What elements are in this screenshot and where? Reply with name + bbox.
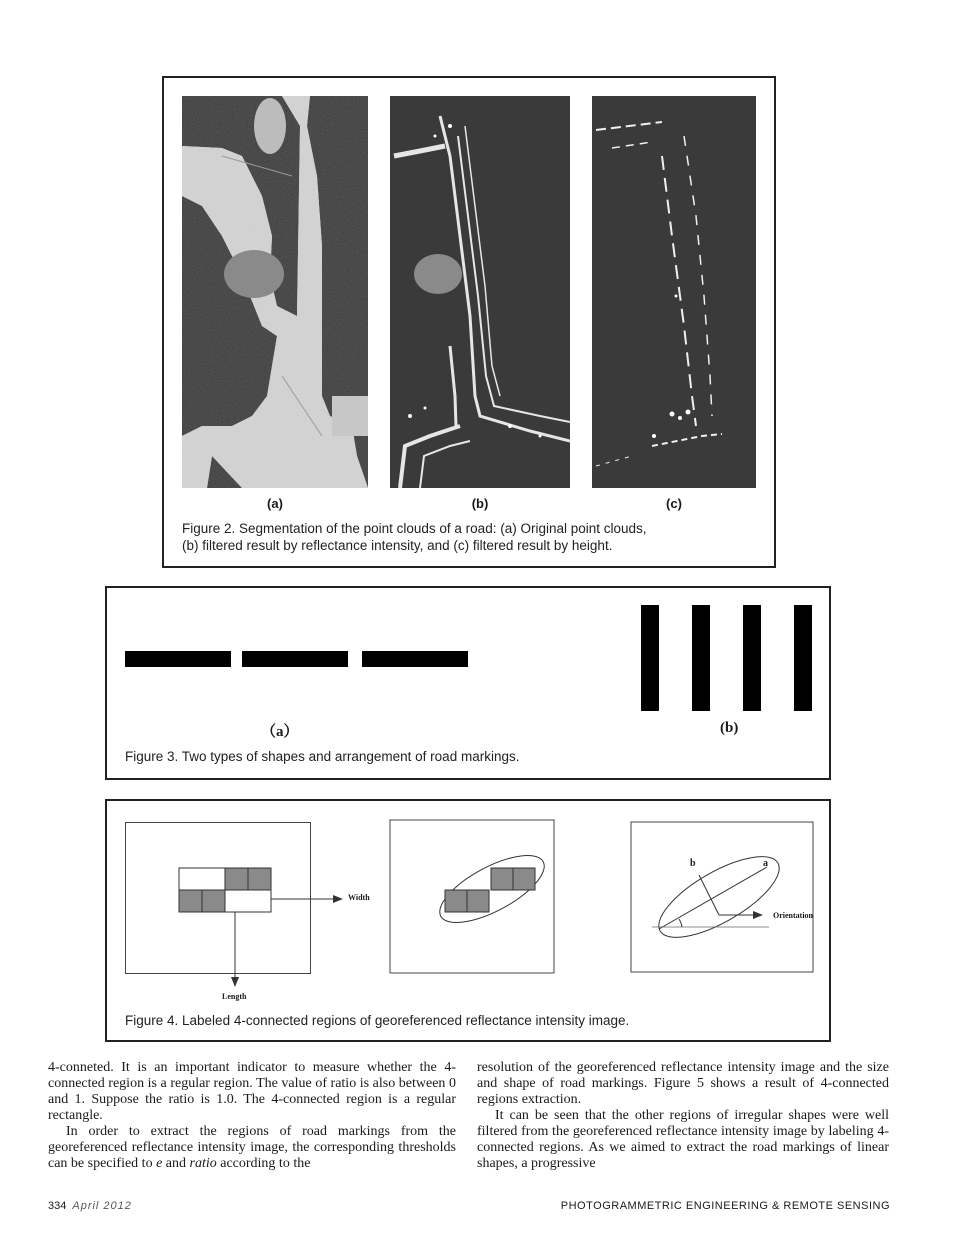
left-paragraph-2-part-1: In order to extract the regions of road markings from the georeferenced reflectance intensity image, the corresponding thresholds can be specified to xyxy=(48,1124,456,1171)
figure-2a-image xyxy=(182,96,368,488)
figure-4-drawings xyxy=(107,801,833,1044)
figure-2a-label: (a) xyxy=(267,496,283,511)
figure-4 xyxy=(105,799,831,1042)
horizontal-marking-3 xyxy=(362,651,468,667)
orientation-label: Orientation xyxy=(773,911,813,920)
figure-2 xyxy=(162,76,776,568)
figure-2c-image xyxy=(592,96,756,488)
figure-4-caption: Figure 4. Labeled 4-connected regions of georeferenced reflectance intensity image. xyxy=(125,1013,630,1028)
axis-a-label: a xyxy=(763,858,768,869)
page-footer-left xyxy=(48,1200,132,1212)
vertical-marking-2 xyxy=(692,605,710,711)
figure-2b-label: (b) xyxy=(471,496,489,511)
right-paragraph-1: resolution of the georeferenced reflectance intensity image and the size and shape of road markings. Figure 5 shows a result of 4-connected regions extraction. xyxy=(477,1060,889,1107)
length-label: Length xyxy=(222,992,247,1001)
figure-3b-label: (b) xyxy=(720,720,739,736)
figure-3a-label: （a） xyxy=(261,724,299,740)
vertical-marking-4 xyxy=(794,605,812,711)
right-paragraph-2: It can be seen that the other regions of irregular shapes were well filtered from the georeferenced reflectance intensity image by labeling 4-connected regions. As we aimed to extract the road markings of linear shapes, a progressive xyxy=(477,1108,889,1171)
page-number: 334 xyxy=(48,1200,67,1212)
width-label: Width xyxy=(348,893,370,902)
figure-2c-label: (c) xyxy=(666,496,682,511)
figure-3-caption: Figure 3. Two types of shapes and arrangement of road markings. xyxy=(125,749,520,764)
text-column-left xyxy=(48,1060,456,1172)
journal-name: PHOTOGRAMMETRIC ENGINEERING & REMOTE SENSING xyxy=(560,1200,890,1212)
left-paragraph-1: 4-conneted. It is an important indicator to measure whether the 4-connected region is a regular region. The value of ratio is also between 0 and 1. Suppose the ratio is 1.0. The 4-connected region is a regular rectangle. xyxy=(48,1060,456,1123)
vertical-marking-1 xyxy=(641,605,659,711)
issue-date: April 2012 xyxy=(72,1200,132,1212)
symbol-ratio: ratio xyxy=(189,1156,217,1171)
axis-b-label: b xyxy=(690,858,696,869)
point-cloud-original-graphic xyxy=(182,96,368,488)
text-column-right xyxy=(477,1060,889,1172)
figure-2b-image xyxy=(390,96,570,488)
left-paragraph-2-part-2: according to the xyxy=(216,1156,311,1171)
figure-3 xyxy=(105,586,831,780)
point-cloud-reflectance-graphic xyxy=(390,96,570,488)
left-paragraph-2 xyxy=(48,1124,456,1172)
symbol-e: e xyxy=(156,1156,163,1171)
figure-2-caption-line-1: Figure 2. Segmentation of the point clouds of a road: (a) Original point clouds, xyxy=(182,521,647,536)
figure-2-caption-line-2: (b) filtered result by reflectance intensity, and (c) filtered result by height. xyxy=(182,538,613,553)
figure-2-caption xyxy=(182,520,762,554)
vertical-marking-3 xyxy=(743,605,761,711)
horizontal-marking-2 xyxy=(242,651,348,667)
left-paragraph-2-and: and xyxy=(162,1156,190,1171)
point-cloud-height-graphic xyxy=(592,96,756,488)
horizontal-marking-1 xyxy=(125,651,231,667)
